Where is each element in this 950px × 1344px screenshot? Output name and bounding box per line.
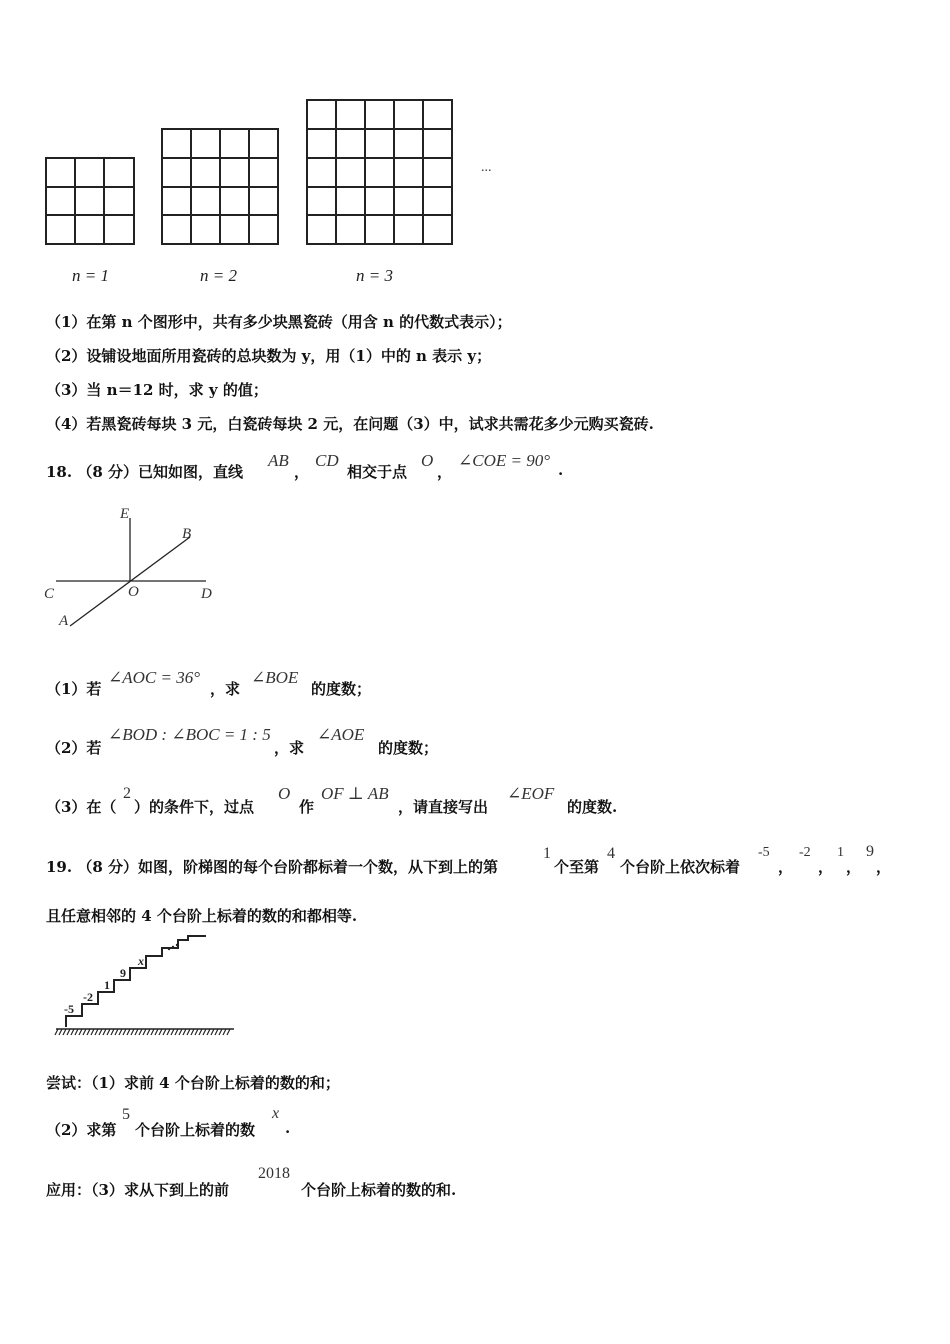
q18-p2-ratio: ∠BOD : ∠BOC = 1 : 5	[108, 725, 271, 744]
q17-part2: （2）设铺设地面所用瓷砖的总块数为 y，用（1）中的 n 表示 y；	[46, 347, 492, 365]
stair-label-4: 9	[120, 966, 126, 980]
stair-label-3: 1	[104, 978, 110, 992]
fig-label-a: A	[59, 613, 69, 629]
q18-p3-perp: OF ⊥ AB	[321, 784, 389, 803]
q18-p1-angle-boe: ∠BOE	[251, 668, 299, 687]
grid-n3	[307, 100, 452, 244]
q19-comma-1: ，	[778, 858, 794, 876]
q18-p3-angle-eof: ∠EOF	[507, 784, 555, 803]
q19-try-p2-x: x	[272, 1105, 280, 1122]
q18-p2-angle-aoe: ∠AOE	[317, 725, 365, 744]
q19-value-3: 1	[837, 845, 844, 860]
q18-line-ab: AB	[268, 451, 289, 470]
q18-p1-b: ，求	[210, 680, 241, 698]
q18-stem: 18. （8 分）已知如图，直线	[46, 463, 243, 481]
q18-angle-coe: ∠COE = 90°	[458, 451, 551, 470]
q19-value-4: 9	[866, 843, 874, 860]
tile-grids-figure	[40, 95, 510, 255]
q19-comma-4: ，	[876, 858, 892, 876]
q18-p3-point-o: O	[278, 784, 291, 803]
fig-label-e: E	[120, 506, 130, 522]
q18-line-cd: CD	[315, 451, 339, 470]
q18-p3-e: 的度数.	[567, 798, 618, 816]
q18-p2-b: ，求	[274, 739, 305, 757]
q19-try-part1: 尝试：（1）求前 4 个台阶上标着的数的和；	[46, 1074, 340, 1092]
q18-p2-a: （2）若	[46, 739, 102, 757]
fig-label-d: D	[201, 586, 212, 602]
q19-comma-3: ，	[846, 858, 862, 876]
q18-p3-d: ，请直接写出	[398, 798, 489, 816]
q18-stem-2: 相交于点	[347, 463, 408, 481]
label-n2: n = 2	[200, 266, 237, 285]
ground-hatching	[55, 1029, 230, 1035]
q19-stem-2: 个至第	[554, 858, 600, 876]
q18-p3-c: 作	[299, 798, 315, 816]
staircase-figure	[48, 930, 238, 1040]
fig-label-c: C	[44, 586, 55, 602]
q19-app-a: 应用：（3）求从下到上的前	[46, 1181, 229, 1199]
stair-label-1: -5	[64, 1002, 74, 1016]
q18-comma-2: ，	[437, 463, 453, 481]
q18-period: .	[558, 461, 564, 479]
q18-p3-a: （3）在（	[46, 798, 117, 816]
q19-try-p2-five: 5	[122, 1106, 130, 1123]
fig-label-o: O	[128, 584, 139, 600]
label-n1: n = 1	[72, 266, 109, 285]
stair-label-2: -2	[83, 990, 93, 1004]
q18-lines-figure	[40, 500, 230, 635]
q19-num-4: 4	[607, 845, 615, 862]
grid-n1	[46, 158, 134, 244]
label-n3: n = 3	[356, 266, 393, 285]
q19-num-1: 1	[543, 845, 551, 862]
q19-stem-3: 个台阶上依次标着	[620, 858, 741, 876]
q18-p2-c: 的度数；	[378, 739, 439, 757]
q18-p1-c: 的度数；	[311, 680, 372, 698]
q18-p3-b: ）的条件下，过点	[134, 798, 255, 816]
q19-comma-2: ，	[818, 858, 834, 876]
q19-try-p2-b: 个台阶上标着的数	[135, 1121, 256, 1139]
q19-app-b: 个台阶上标着的数的和.	[301, 1181, 457, 1199]
q18-p1-angle-aoc: ∠AOC = 36°	[108, 668, 201, 687]
q17-part1: （1）在第 n 个图形中，共有多少块黑瓷砖（用含 n 的代数式表示）；	[46, 313, 512, 331]
q18-comma: ，	[294, 463, 310, 481]
q17-part3: （3）当 n＝12 时，求 y 的值；	[46, 381, 268, 399]
staircase-outline	[66, 936, 206, 1027]
grid-n2	[162, 129, 278, 244]
figures-ellipsis: ...	[481, 160, 492, 175]
q19-app-2018: 2018	[258, 1165, 290, 1182]
q19-value-1: -5	[758, 845, 770, 860]
q17-part4: （4）若黑瓷砖每块 3 元，白瓷砖每块 2 元，在问题（3）中，试求共需花多少元购买瓷砖.	[46, 415, 654, 433]
q18-point-o: O	[421, 451, 434, 470]
fig-label-b: B	[182, 526, 192, 542]
q19-stem-line2: 且任意相邻的 4 个台阶上标着的数的和都相等.	[46, 907, 358, 925]
q19-value-2: -2	[799, 845, 811, 860]
q19-stem-1: 19. （8 分）如图，阶梯图的每个台阶都标着一个数，从下到上的第	[46, 858, 498, 876]
q19-try-p2-a: （2）求第	[46, 1121, 117, 1139]
q19-try-p2-c: .	[285, 1119, 291, 1137]
q18-p3-two: 2	[123, 785, 131, 802]
q18-p1-a: （1）若	[46, 680, 102, 698]
stair-label-5: x	[138, 954, 144, 968]
